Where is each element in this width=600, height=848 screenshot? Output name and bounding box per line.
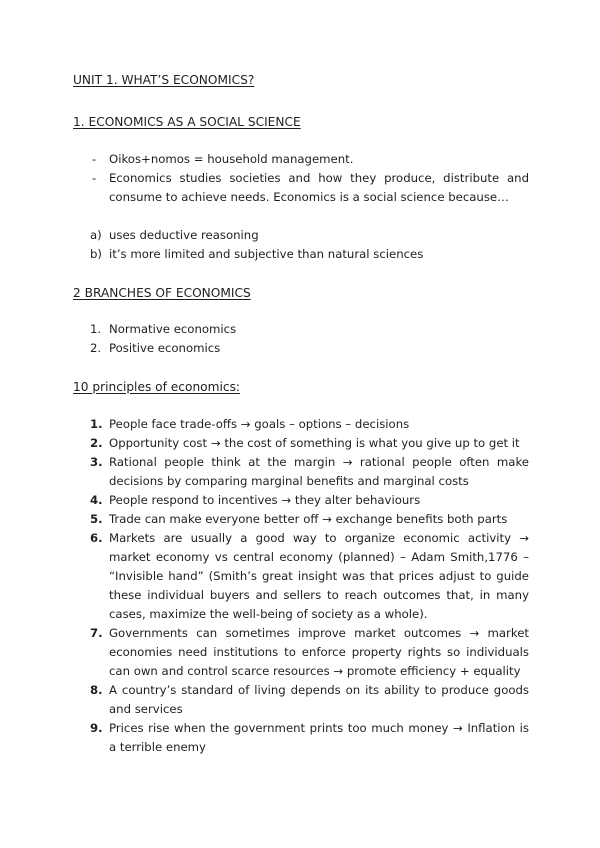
list-marker: 2. — [90, 436, 103, 450]
list-marker: b) — [90, 247, 102, 261]
reasons-alpha-list — [73, 226, 529, 264]
list-item — [73, 434, 529, 453]
list-item — [73, 339, 529, 358]
list-item — [73, 681, 529, 719]
list-item — [73, 150, 529, 169]
intro-dash-list — [73, 150, 529, 207]
list-marker: 6. — [90, 531, 103, 545]
list-item-text: Positive economics — [109, 341, 221, 355]
list-item-text: Markets are usually a good way to organize economic activity → market economy vs central economy (planned) – Adam Smith,1776 – “Invisible hand” (Smith’s great insight was that prices adjust to guide these individual buyers and sellers to reach outcomes that, in many cases, maximize the well-being of society as a whole). — [109, 531, 529, 621]
dash-marker: - — [92, 171, 97, 185]
list-marker: 7. — [90, 626, 103, 640]
dash-marker: - — [92, 152, 97, 166]
list-item-text: Opportunity cost → the cost of something is what you give up to get it — [109, 436, 520, 450]
list-item-text: it’s more limited and subjective than natural sciences — [109, 247, 424, 261]
list-item-text: Trade can make everyone better off → exchange benefits both parts — [109, 512, 508, 526]
list-item — [73, 529, 529, 624]
list-item — [73, 491, 529, 510]
principles-list — [73, 415, 529, 757]
list-marker: 4. — [90, 493, 103, 507]
list-item-text: Oikos+nomos = household management. — [109, 152, 354, 166]
branches-list — [73, 320, 529, 358]
list-item-text: People respond to incentives → they alter behaviours — [109, 493, 421, 507]
list-item — [73, 510, 529, 529]
list-item-text: Prices rise when the government prints too much money → Inflation is a terrible enemy — [109, 721, 529, 754]
list-item-text: uses deductive reasoning — [109, 228, 259, 242]
list-item — [73, 226, 529, 245]
list-item — [73, 719, 529, 757]
list-item-text: People face trade-offs → goals – options – decisions — [109, 417, 410, 431]
list-marker: a) — [90, 228, 102, 242]
list-marker: 1. — [90, 417, 103, 431]
section-heading-branches: 2 BRANCHES OF ECONOMICS — [73, 286, 251, 300]
section-heading-principles: 10 principles of economics: — [73, 380, 241, 394]
list-marker: 9. — [90, 721, 103, 735]
list-item — [73, 320, 529, 339]
list-marker: 3. — [90, 455, 103, 469]
list-item — [73, 245, 529, 264]
list-marker: 8. — [90, 683, 103, 697]
list-item-text: Normative economics — [109, 322, 237, 336]
list-item — [73, 453, 529, 491]
list-marker: 5. — [90, 512, 103, 526]
list-item-text: Governments can sometimes improve market outcomes → market economies need institutions to enforce property rights so individuals can own and control scarce resources → promote efficiency + equality — [109, 626, 529, 678]
list-marker: 2. — [90, 341, 102, 355]
list-item-text: A country’s standard of living depends on its ability to produce goods and services — [109, 683, 529, 716]
list-item — [73, 169, 529, 207]
list-item-text: Rational people think at the margin → rational people often make decisions by comparing marginal benefits and marginal costs — [109, 455, 529, 488]
section-heading-social-science: 1. ECONOMICS AS A SOCIAL SCIENCE — [73, 115, 301, 129]
list-marker: 1. — [90, 322, 102, 336]
list-item — [73, 415, 529, 434]
unit-title: UNIT 1. WHAT’S ECONOMICS? — [73, 73, 255, 87]
list-item — [73, 624, 529, 681]
list-item-text: Economics studies societies and how they produce, distribute and consume to achieve needs. Economics is a social science because… — [109, 171, 529, 204]
